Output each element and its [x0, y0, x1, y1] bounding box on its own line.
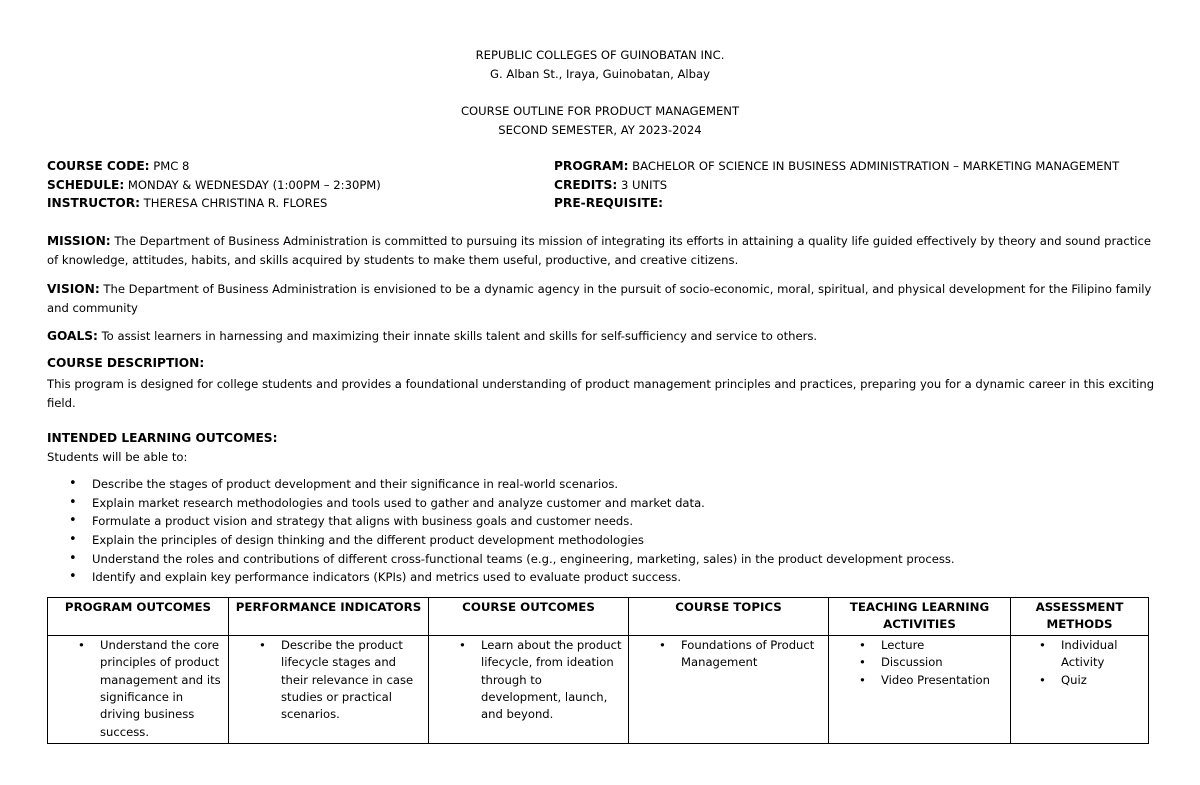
- course-description-heading: COURSE DESCRIPTION:: [47, 356, 205, 370]
- schedule-value: MONDAY & WEDNESDAY (1:00PM – 2:30PM): [124, 178, 381, 192]
- prerequisite-label: PRE-REQUISITE:: [554, 196, 664, 210]
- outcomes-table: [47, 597, 1149, 744]
- program-label: PROGRAM:: [554, 159, 629, 173]
- list-item: • Understand the roles and contributions of different cross-functional teams (e.g., engineering, marketing, sales) in the product development process.: [47, 550, 955, 569]
- instructor-line: [47, 196, 327, 210]
- table-row: [48, 635, 1149, 743]
- course-description-text: This program is designed for college students and provides a foundational understanding of product management principles and practices, preparing you for a dynamic career in this exciting field.: [47, 377, 1155, 410]
- school-address: G. Alban St., Iraya, Guinobatan, Albay: [490, 67, 710, 81]
- list-item: • Explain market research methodologies and tools used to gather and analyze customer and market data.: [47, 494, 955, 513]
- cell-program-outcomes: [48, 635, 229, 743]
- cell-course-topics: [629, 635, 829, 743]
- goals-paragraph: [47, 327, 1157, 346]
- header-performance-indicators: PERFORMANCE INDICATORS: [229, 598, 429, 636]
- cell-teaching-learning-activities: [829, 635, 1011, 743]
- schedule-line: [47, 178, 381, 192]
- list-item: • Foundations of Product Management: [633, 637, 824, 672]
- mission-paragraph: [47, 232, 1157, 270]
- credits-label: CREDITS:: [554, 178, 618, 192]
- vision-text: The Department of Business Administration is envisioned to be a dynamic agency in the pursuit of socio-economic, moral, spiritual, and physical development for the Filipino family and community: [47, 282, 1152, 315]
- course-code-value: PMC 8: [149, 159, 190, 173]
- ilo-list: [47, 475, 955, 587]
- instructor-value: THERESA CHRISTINA R. FLORES: [139, 196, 328, 210]
- course-code-label: COURSE CODE:: [47, 159, 150, 173]
- credits-line: [554, 178, 667, 192]
- school-name: REPUBLIC COLLEGES OF GUINOBATAN INC.: [475, 48, 725, 62]
- schedule-label: SCHEDULE:: [47, 178, 125, 192]
- course-code-line: [47, 159, 189, 173]
- header-teaching-learning-activities: TEACHING LEARNING ACTIVITIES: [829, 598, 1011, 636]
- outline-title: COURSE OUTLINE FOR PRODUCT MANAGEMENT: [460, 104, 740, 118]
- list-item: • Individual Activity: [1015, 637, 1144, 672]
- list-item: • Formulate a product vision and strategy that aligns with business goals and customer needs.: [47, 512, 955, 531]
- ilo-heading: INTENDED LEARNING OUTCOMES:: [47, 431, 278, 445]
- list-item: • Learn about the product lifecycle, from ideation through to development, launch, and beyond.: [433, 637, 624, 724]
- program-line: [554, 159, 1119, 173]
- header-course-topics: COURSE TOPICS: [629, 598, 829, 636]
- mission-text: The Department of Business Administration is committed to pursuing its mission of integrating its efforts in attaining a quality life guided effectively by theory and sound practice of knowledge, attitudes, habits, and skills acquired by students to make them useful, productive, and creative citizens.: [47, 234, 1152, 267]
- credits-value: 3 UNITS: [617, 178, 668, 192]
- program-value: BACHELOR OF SCIENCE IN BUSINESS ADMINISTRATION – MARKETING MANAGEMENT: [628, 159, 1120, 173]
- semester: SECOND SEMESTER, AY 2023-2024: [498, 123, 702, 137]
- list-item: • Understand the core principles of product management and its significance in driving business success.: [52, 637, 224, 741]
- list-item: • Quiz: [1015, 672, 1144, 689]
- ilo-intro: Students will be able to:: [47, 450, 188, 464]
- table-header-row: [48, 598, 1149, 636]
- header-program-outcomes: PROGRAM OUTCOMES: [48, 598, 229, 636]
- list-item: • Lecture: [833, 637, 1006, 654]
- vision-label: VISION:: [47, 282, 100, 296]
- list-item: • Describe the stages of product development and their significance in real-world scenarios.: [47, 475, 955, 494]
- list-item: • Explain the principles of design thinking and the different product development methodologies: [47, 531, 955, 550]
- header-assessment-methods: ASSESSMENT METHODS: [1011, 598, 1149, 636]
- instructor-label: INSTRUCTOR:: [47, 196, 140, 210]
- cell-course-outcomes: [429, 635, 629, 743]
- list-item: • Discussion: [833, 654, 1006, 671]
- cell-performance-indicators: [229, 635, 429, 743]
- goals-text: To assist learners in harnessing and maximizing their innate skills talent and skills for self-sufficiency and service to others.: [97, 329, 818, 343]
- goals-label: GOALS:: [47, 329, 98, 343]
- header-course-outcomes: COURSE OUTCOMES: [429, 598, 629, 636]
- cell-assessment-methods: [1011, 635, 1149, 743]
- list-item: • Describe the product lifecycle stages and their relevance in case studies or practical scenarios.: [233, 637, 424, 724]
- vision-paragraph: [47, 280, 1157, 318]
- list-item: • Identify and explain key performance indicators (KPIs) and metrics used to evaluate product success.: [47, 568, 955, 587]
- mission-label: MISSION:: [47, 234, 111, 248]
- list-item: • Video Presentation: [833, 672, 1006, 689]
- prerequisite-line: [554, 196, 663, 210]
